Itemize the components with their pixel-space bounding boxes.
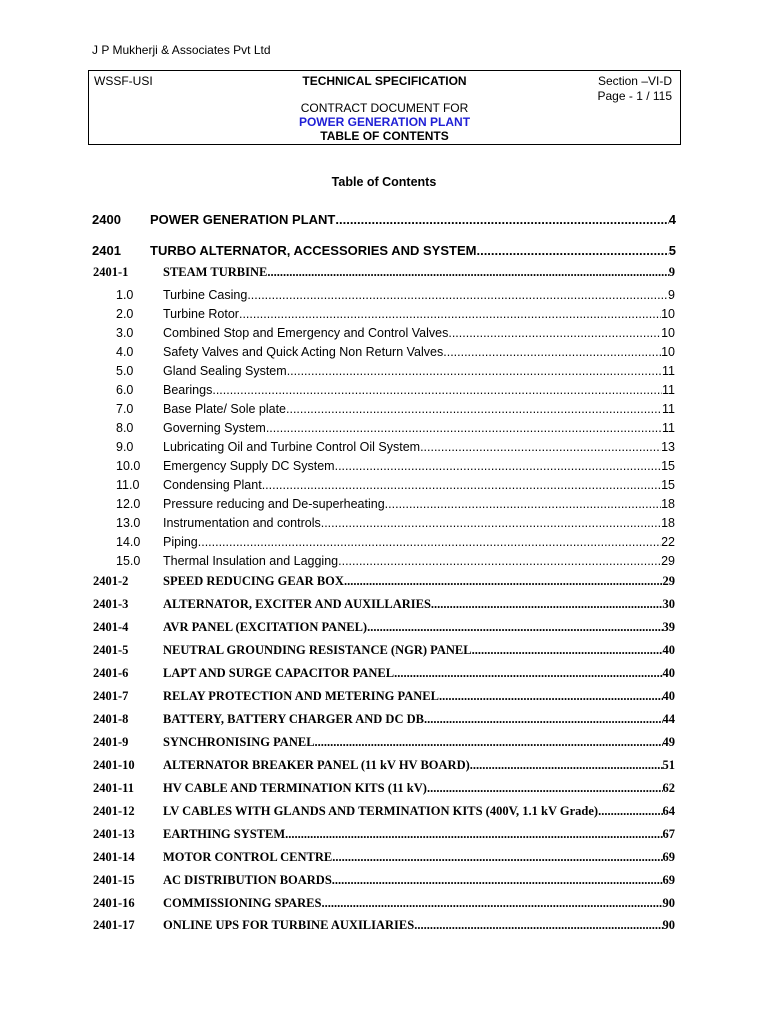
toc-entry-page: 5 [668, 243, 676, 258]
dot-leader [262, 478, 661, 492]
toc-entry-number: 2401-14 [93, 850, 135, 864]
toc-entry-page: 10 [661, 307, 675, 321]
header-title: TECHNICAL SPECIFICATION [302, 74, 467, 88]
toc-entry-number: 2401-3 [93, 597, 129, 611]
dot-leader [267, 265, 668, 280]
toc-entry-page: 62 [662, 781, 675, 795]
toc-entry-title: NEUTRAL GROUNDING RESISTANCE (NGR) PANEL [163, 643, 472, 657]
toc-entry-title: Thermal Insulation and Lagging [163, 554, 339, 568]
dot-leader [470, 758, 663, 773]
toc-entry-number: 2401-17 [93, 918, 135, 932]
toc-entry-title: Pressure reducing and De-superheating [163, 497, 385, 511]
dot-leader [476, 243, 668, 258]
toc-entry-page: 22 [661, 535, 675, 549]
dot-leader [266, 421, 662, 435]
toc-entry-page: 4 [668, 212, 676, 227]
document-header-box [88, 70, 681, 145]
toc-entry-title: Gland Sealing System [163, 364, 287, 378]
toc-entry-title: AC DISTRIBUTION BOARDS [163, 873, 332, 887]
toc-entry-number: 2401-9 [93, 735, 129, 749]
dot-leader [394, 666, 662, 681]
contract-line: CONTRACT DOCUMENT FOR [300, 101, 469, 115]
dot-leader [472, 643, 663, 658]
toc-entry-number: 2401-16 [93, 896, 135, 910]
toc-entry-page: 29 [661, 554, 675, 568]
toc-entry-number: 7.0 [116, 402, 134, 416]
toc-entry-title: LV CABLES WITH GLANDS AND TERMINATION KITS (400V, 1.1 kV Grade) [163, 804, 599, 818]
document-code: WSSF-USI [94, 74, 153, 88]
toc-entry-title: EARTHING SYSTEM [163, 827, 286, 841]
toc-entry-page: 40 [662, 689, 675, 703]
toc-entry-number: 9.0 [116, 440, 134, 454]
toc-entry-page: 15 [661, 459, 675, 473]
toc-entry-number: 2401-6 [93, 666, 129, 680]
dot-leader [315, 735, 663, 750]
toc-entry-number: 2401-11 [93, 781, 134, 795]
toc-entry-page: 10 [661, 345, 675, 359]
toc-entry-number: 10.0 [116, 459, 141, 473]
toc-entry-number: 11.0 [116, 478, 140, 492]
toc-entry-number: 2400 [92, 212, 121, 227]
dot-leader [367, 620, 662, 635]
toc-entry-title: Emergency Supply DC System [163, 459, 335, 473]
toc-entry-number: 2.0 [116, 307, 134, 321]
toc-entry-page: 18 [661, 497, 675, 511]
toc-entry-title: Base Plate/ Sole plate [163, 402, 286, 416]
toc-entry-title: BATTERY, BATTERY CHARGER AND DC DB [163, 712, 424, 726]
toc-entry-title: RELAY PROTECTION AND METERING PANEL [163, 689, 439, 703]
dot-leader [424, 712, 663, 727]
toc-entry-number: 12.0 [116, 497, 141, 511]
dot-leader [239, 307, 661, 321]
toc-entry-number: 14.0 [116, 535, 141, 549]
toc-entry-number: 13.0 [116, 516, 141, 530]
toc-entry-page: 51 [662, 758, 675, 772]
toc-entry-page: 90 [662, 918, 675, 932]
toc-entry-page: 13 [661, 440, 675, 454]
dot-leader [443, 345, 661, 359]
dot-leader [414, 918, 662, 933]
toc-entry-title: Turbine Rotor [163, 307, 239, 321]
toc-entry-title: Safety Valves and Quick Acting Non Return Valves [163, 345, 444, 359]
toc-entry-title: Piping [163, 535, 198, 549]
dot-leader [335, 459, 662, 473]
toc-line: TABLE OF CONTENTS [320, 129, 449, 143]
dot-leader [286, 402, 662, 416]
toc-entry-page: 11 [662, 383, 675, 397]
toc-entry-number: 4.0 [116, 345, 134, 359]
dot-leader [338, 554, 661, 568]
toc-entry-number: 2401-13 [93, 827, 135, 841]
toc-entry-number: 2401 [92, 243, 121, 258]
toc-entry-title: SPEED REDUCING GEAR BOX [163, 574, 344, 588]
toc-entry-page: 64 [662, 804, 675, 818]
toc-entry-title: Governing System [163, 421, 266, 435]
toc-entry-page: 11 [662, 364, 675, 378]
toc-entry-title: COMMISSIONING SPARES [163, 896, 322, 910]
toc-entry-title: Instrumentation and controls [163, 516, 321, 530]
toc-entry-page: 18 [661, 516, 675, 530]
toc-entry-page: 30 [662, 597, 675, 611]
toc-entry-title: Bearings [163, 383, 213, 397]
toc-entry-number: 2401-7 [93, 689, 129, 703]
dot-leader [385, 497, 661, 511]
toc-entry-number: 8.0 [116, 421, 134, 435]
toc-entry-title: ONLINE UPS FOR TURBINE AUXILIARIES [163, 918, 415, 932]
toc-entry-page: 29 [662, 574, 675, 588]
toc-entry-page: 11 [662, 402, 675, 416]
dot-leader [420, 440, 661, 454]
toc-entry-number: 2401-10 [93, 758, 135, 772]
toc-entry-page: 10 [661, 326, 675, 340]
dot-leader [344, 574, 663, 589]
toc-entry-number: 3.0 [116, 326, 134, 340]
toc-entry-number: 2401-4 [93, 620, 129, 634]
toc-entry-title: POWER GENERATION PLANT [150, 212, 336, 227]
dot-leader [335, 212, 668, 227]
plant-line: POWER GENERATION PLANT [298, 115, 471, 129]
dot-leader [332, 850, 662, 865]
toc-entry-title: AVR PANEL (EXCITATION PANEL) [163, 620, 368, 634]
toc-entry-number: 2401-5 [93, 643, 129, 657]
toc-entry-number: 1.0 [116, 288, 134, 302]
toc-entry-title: Turbine Casing [163, 288, 248, 302]
dot-leader [448, 326, 661, 340]
toc-entry-page: 9 [668, 265, 675, 279]
toc-entry-number: 2401-15 [93, 873, 135, 887]
toc-entry-number: 2401-8 [93, 712, 129, 726]
toc-entry-page: 9 [668, 288, 675, 302]
toc-entry-page: 44 [662, 712, 675, 726]
toc-entry-page: 39 [662, 620, 675, 634]
toc-entry-page: 40 [662, 666, 675, 680]
toc-entry-title: ALTERNATOR, EXCITER AND AUXILLARIES [163, 597, 431, 611]
page-number: Page - 1 / 115 [597, 89, 672, 103]
company-name: J P Mukherji & Associates Pvt Ltd [92, 43, 271, 57]
dot-leader [287, 364, 662, 378]
toc-entry-number: 2401-12 [93, 804, 135, 818]
dot-leader [439, 689, 663, 704]
toc-heading: Table of Contents [331, 175, 437, 189]
dot-leader [431, 597, 663, 612]
toc-entry-page: 11 [662, 421, 675, 435]
toc-entry-title: TURBO ALTERNATOR, ACCESSORIES AND SYSTEM [150, 243, 477, 258]
toc-entry-title: Lubricating Oil and Turbine Control Oil System [163, 440, 421, 454]
toc-entry-number: 5.0 [116, 364, 134, 378]
dot-leader [321, 896, 662, 911]
toc-entry-page: 49 [662, 735, 675, 749]
toc-entry-title: MOTOR CONTROL CENTRE [163, 850, 333, 864]
toc-entry-number: 2401-1 [93, 265, 129, 279]
toc-entry-page: 69 [662, 873, 675, 887]
toc-entry-title: STEAM TURBINE [163, 265, 268, 279]
toc-entry-page: 67 [662, 827, 675, 841]
section-label: Section –VI-D [597, 74, 672, 88]
dot-leader [212, 383, 662, 397]
toc-entry-title: SYNCHRONISING PANEL [163, 735, 315, 749]
dot-leader [247, 288, 668, 302]
toc-entry-page: 40 [662, 643, 675, 657]
toc-entry-number: 6.0 [116, 383, 134, 397]
toc-entry-page: 90 [662, 896, 675, 910]
toc-entry-number: 2401-2 [93, 574, 129, 588]
toc-entry-title: HV CABLE AND TERMINATION KITS (11 kV) [163, 781, 427, 795]
dot-leader [427, 781, 663, 796]
dot-leader [285, 827, 662, 842]
toc-entry-title: ALTERNATOR BREAKER PANEL (11 kV HV BOARD) [163, 758, 470, 772]
toc-entry-title: LAPT AND SURGE CAPACITOR PANEL [163, 666, 395, 680]
dot-leader [598, 804, 662, 819]
toc-entry-page: 69 [662, 850, 675, 864]
toc-entry-number: 15.0 [116, 554, 141, 568]
toc-entry-page: 15 [661, 478, 675, 492]
dot-leader [332, 873, 663, 888]
toc-entry-title: Combined Stop and Emergency and Control Valves [163, 326, 449, 340]
dot-leader [321, 516, 661, 530]
dot-leader [198, 535, 661, 549]
toc-entry-title: Condensing Plant [163, 478, 262, 492]
